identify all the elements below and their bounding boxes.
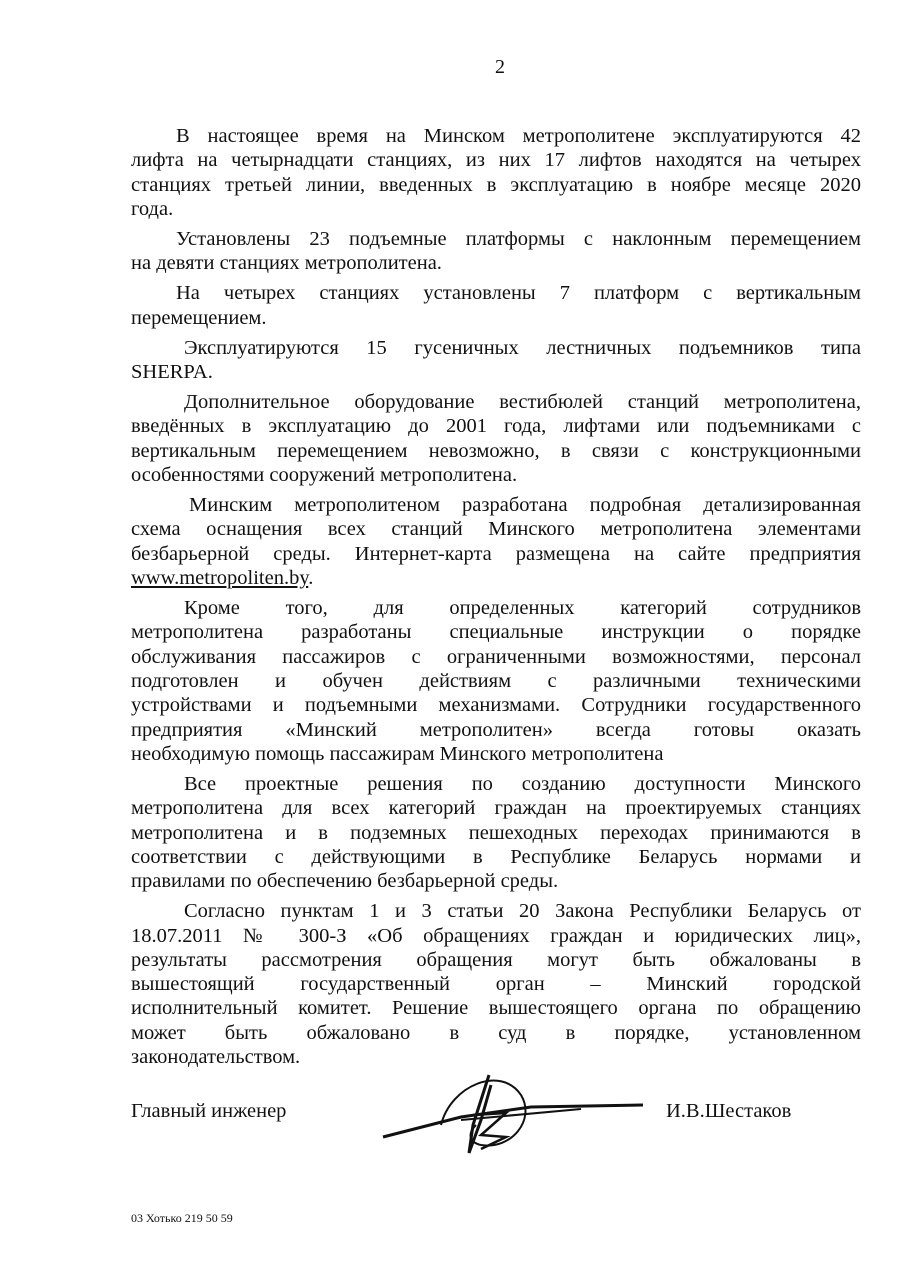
paragraph [131,390,861,487]
executor-contact: 03 Хотько 219 50 59 [131,1211,233,1225]
link-suffix: . [308,567,314,590]
text-line: результаты рассмотрения обращения могут быть обжалованы в [131,948,861,971]
text-line: Все проектные решения по созданию доступности Минского [184,773,861,795]
text-line: необходимую помощь пассажирам Минского метрополитена [131,742,664,765]
text-line: лифта на четырнадцати станциях, из них 17 лифтов находятся на четырех [131,149,861,172]
text-line: перемещением. [131,306,267,329]
paragraph [131,124,861,221]
text-line: метрополитена для всех категорий граждан на проектируемых станциях [131,797,861,820]
signatory-name: И.В.Шестаков [666,1100,792,1122]
text-line: Минским метрополитеном разработана подробная детализированная [189,494,861,517]
paragraph [131,227,861,276]
text-line: безбарьерной среды. Интернет-карта размещена на сайте предприятия [131,542,861,565]
paragraph [131,772,861,893]
text-line: Согласно пунктам 1 и 3 статьи 20 Закона Республики Беларусь от [184,900,861,923]
text-line: законодательством. [131,1046,301,1069]
paragraph [131,281,861,330]
text-line: метрополитена и в подземных пешеходных переходах принимаются в [131,821,861,844]
text-line: исполнительный комитет. Решение вышестоящего органа по обращению [131,997,861,1020]
text-line: на девяти станциях метрополитена. [131,252,442,275]
text-line: На четырех станциях установлены 7 платформ с вертикальным [176,282,861,305]
paragraph [131,493,861,590]
text-line: Кроме того, для определенных категорий сотрудников [184,597,861,620]
signatory-role: Главный инженер [131,1100,287,1122]
text-line: правилами по обеспечению безбарьерной среды. [131,870,559,893]
text-line: устройствами и подъемными механизмами. Сотрудники государственного [131,694,861,717]
text-line: предприятия «Минский метрополитен» всегда готовы оказать [131,718,861,741]
text-line: года. [131,197,174,220]
page-number: 2 [495,56,505,78]
text-line: 18.07.2011 № 300-З «Об обращениях граждан и юридических лиц», [131,924,861,947]
text-line: схема оснащения всех станций Минского метрополитена элементами [131,518,861,541]
website-link[interactable]: www.metropoliten.by [131,567,309,590]
text-line: Эксплуатируются 15 гусеничных лестничных подъемников типа [184,336,861,359]
letter-body [131,124,861,1075]
text-line: метрополитена разработаны специальные инструкции о порядке [131,621,861,644]
text-line: вертикальным перемещением невозможно, в связи с конструкционными [131,439,861,462]
paragraph [131,336,861,385]
paragraph [131,596,861,766]
text-line: Установлены 23 подъемные платформы с наклонным перемещением [176,227,861,250]
text-line: Дополнительное оборудование вестибюлей станций метрополитена, [184,391,861,414]
text-line: особенностями сооружений метрополитена. [131,464,518,487]
paragraph [131,899,861,1069]
text-line: станциях третьей линии, введенных в эксплуатацию в ноябре месяце 2020 [131,173,861,196]
text-line: SHERPA. [131,361,213,384]
text-line: введённых в эксплуатацию до 2001 года, лифтами или подъемниками с [131,415,861,438]
handwritten-signature [381,1065,661,1165]
text-line: вышестоящий государственный орган – Минский городской [131,973,861,996]
text-line: может быть обжаловано в суд в порядке, установленном [131,1021,861,1044]
text-line: обслуживания пассажиров с ограниченными возможностями, персонал [131,645,861,668]
text-line: подготовлен и обучен действиям с различными техническими [131,670,861,693]
text-line [131,566,861,590]
text-line: В настоящее время на Минском метрополитене эксплуатируются 42 [176,125,861,147]
text-line: соответствии с действующими в Республике Беларусь нормами и [131,845,861,868]
